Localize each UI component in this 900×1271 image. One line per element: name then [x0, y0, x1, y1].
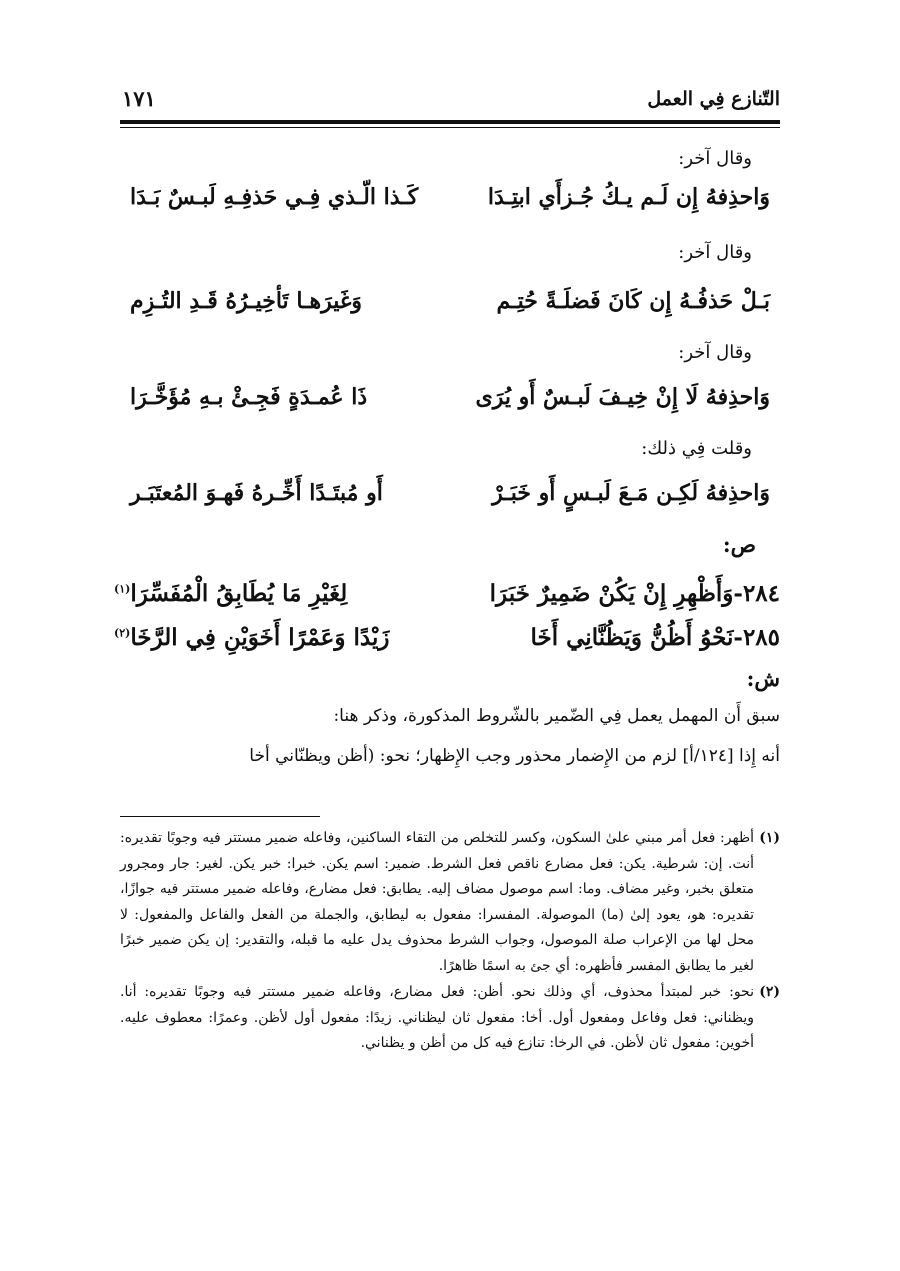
verse-first-hemistich: وَاحذِفهُ لَكِـن مَـعَ لَبـسٍ أَو خَبَـرْ [492, 480, 770, 506]
footnote-text: أظهر: فعل أمر مبني علىٰ السكون، وكسر للتخلص من التقاء الساكنين، وفاعله ضمير مستتر فيه وجوبًا تقديره: أنت. إن: شرطية. يكن: فعل مضارع ناقص فعل الشرط. ضمير: اسم يكن. خبرا: خبر يكن. لغير: جار ومجرور متعلق بخبر، وغير مضاف. وما: اسم موصول مضاف إليه. يطابق: فعل مضارع، وفاعله ضمير مستتر فيه جوازًا، تقديره: هو، يعود إلىٰ (ما) الموصولة. المفسرا: مفعول به ليطابق، والجملة من الفعل والفاعل والمفعول: لا محل لها من الإعراب صلة الموصول، وجواب الشرط محذوف يدل عليه ما قبله، والتقدير: إن يكن ضمير خبرًا لغير ما يطابق المفسر فأظهره: أي جئ به اسمًا ظاهرًا. [120, 830, 754, 974]
verse-284 [114, 580, 780, 607]
verse-second-hemistich: أَو مُبتَـدًا أَخِّـرهُ فَهـوَ المُعتَبَـر [130, 480, 383, 506]
intro-line: وقال آخر: [678, 148, 752, 169]
verse-second-hemistich: كَـذا الّـذي فِـي حَذفِـهِ لَبـسٌ بَـدَا [130, 184, 419, 210]
prose-line: أنه إِذا [١٢٤/أ] لزم من الإِضمار محذور وجب الإِظهار؛ نحو: (أظن ويظنّاني أخا [249, 746, 780, 766]
footnote-number: (٢) [759, 984, 780, 1000]
verse-first-hemistich: بَـلْ حَذفُـهُ إِن كَانَ فَضلَـةً حُتِـم [496, 288, 770, 314]
header-title: التّنازع فِي العمل [647, 88, 780, 110]
verse [130, 184, 770, 210]
verse-second-hemistich: وَغَيرَهـا تَأخِيـرُهُ قَـدِ التُـزِم [130, 288, 362, 314]
intro-line: وقلت فِي ذلك: [641, 438, 752, 459]
verse-first-hemistich: وَاحذِفهُ إِن لَـم يـكُ جُـزأَي ابتِـدَا [487, 184, 770, 210]
prose-line: سبق أَن المهمل يعمل فِي الضّمير بالشّروط المذكورة، وذكر هنا: [333, 706, 780, 726]
sad-label: ص: [722, 532, 756, 557]
verse [130, 288, 770, 314]
footnote [120, 826, 780, 979]
verse [130, 384, 770, 410]
header-rule-thin [120, 127, 780, 128]
book-page [114, 0, 780, 1271]
footnote-ref[interactable]: (١) [114, 582, 131, 596]
verse-first-hemistich: ٢٨٤-وَأَظْهِرِ إِنْ يَكُنْ ضَمِيرٌ خَبَرَا [489, 580, 780, 607]
shin-label: ش: [746, 666, 780, 691]
running-header [120, 86, 780, 120]
footnote-number: (١) [759, 830, 780, 846]
footnote [120, 980, 780, 1057]
footnotes [120, 826, 780, 1058]
header-rule-thick [120, 120, 780, 124]
intro-line: وقال آخر: [678, 342, 752, 363]
page-number: ١٧١ [122, 86, 156, 111]
verse-second-hemistich: لِغَيْرِ مَا يُطَابِقُ الْمُفَسِّرَا$^{(١)}$ [114, 580, 348, 607]
verse-second-hemistich: ذَا عُمـدَةٍ فَجِـئْ بـهِ مُؤَخَّـرَا [130, 384, 368, 410]
footnote-text: نحو: خبر لمبتدأ محذوف، أي وذلك نحو. أظن: فعل مضارع، وفاعله ضمير مستتر فيه وجوبًا تقديره: أنا. ويظناني: فعل وفاعل ومفعول أول. أخا: مفعول ثان ليظناني. زيدًا: مفعول أول لأظن. وعمرًا: معطوف عليه. أخوين: مفعول ثان لأظن. في الرخا: تنازع فيه كل من أظن و يظناني. [120, 984, 754, 1051]
verse-285 [114, 624, 780, 651]
verse-first-hemistich: ٢٨٥-نَحْوُ أَظُنُّ وَيَظُنَّانِي أَخَا [530, 624, 780, 651]
verse [130, 480, 770, 506]
verse-first-hemistich: وَاحذِفهُ لَا إِنْ خِيـفَ لَبـسٌ أَو يُرَى [475, 384, 770, 410]
footnote-ref[interactable]: (٢) [114, 626, 131, 640]
intro-line: وقال آخر: [678, 242, 752, 263]
verse-second-hemistich: زَيْدًا وَعَمْرًا أَخَوَيْنِ فِي الرَّخَا$^{(٢)}$ [114, 624, 390, 651]
footnote-separator [120, 816, 320, 817]
